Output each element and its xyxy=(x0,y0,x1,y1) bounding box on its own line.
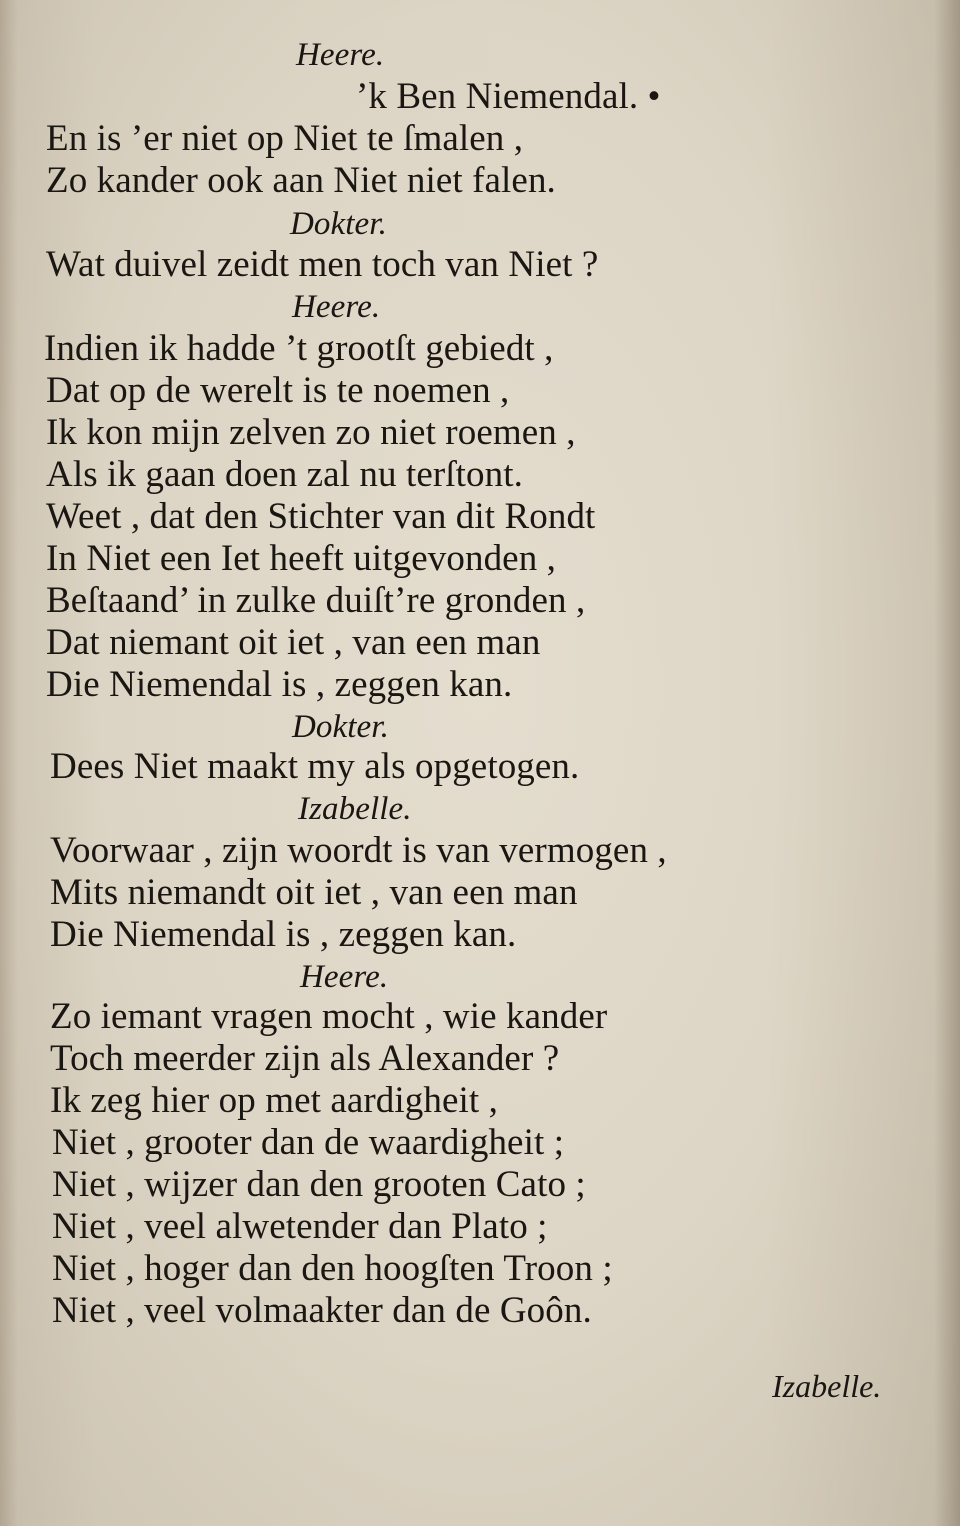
verse-line: Toch meerder zijn als Alexander ? xyxy=(50,1038,560,1079)
verse-line: Die Niemendal is , zeggen kan. xyxy=(46,664,513,705)
verse-line: Dat niemant oit iet , van een man xyxy=(46,622,541,663)
speaker-name: Heere. xyxy=(296,37,385,73)
verse-line: Wat duivel zeidt men toch van Niet ? xyxy=(46,244,599,285)
verse-line: En is ’er niet op Niet te ſmalen , xyxy=(46,118,524,159)
verse-line: Niet , grooter dan de waardigheit ; xyxy=(52,1122,565,1163)
verse-line: Voorwaar , zijn woordt is van vermogen , xyxy=(50,830,667,871)
verse-line: Dees Niet maakt my als opgetogen. xyxy=(50,746,580,787)
verse-line: Ik kon mijn zelven zo niet roemen , xyxy=(46,412,576,453)
page-right-shadow xyxy=(934,0,960,1526)
verse-line: Niet , veel volmaakter dan de Goôn. xyxy=(52,1290,592,1331)
verse-line: Ik zeg hier op met aardigheit , xyxy=(50,1080,498,1121)
verse-line: Indien ik hadde ’t grootſt gebiedt , xyxy=(44,328,554,369)
verse-line: Beſtaand’ in zulke duiſt’re gronden , xyxy=(46,580,586,621)
speaker-name: Heere. xyxy=(300,959,389,995)
verse-line: Dat op de werelt is te noemen , xyxy=(46,370,510,411)
verse-line: ’k Ben Niemendal. • xyxy=(356,76,661,117)
verse-line: Weet , dat den Stichter van dit Rondt xyxy=(46,496,596,537)
speaker-name: Dokter. xyxy=(290,206,387,242)
page-left-shadow xyxy=(0,0,18,1526)
speaker-name: Heere. xyxy=(292,289,381,325)
verse-line: Niet , veel alwetender dan Plato ; xyxy=(52,1206,548,1247)
speaker-name: Izabelle. xyxy=(298,791,412,827)
speaker-name: Dokter. xyxy=(292,709,389,745)
verse-line: In Niet een Iet heeft uitgevonden , xyxy=(46,538,556,579)
verse-line: Zo kander ook aan Niet niet falen. xyxy=(46,160,556,201)
verse-line: Mits niemandt oit iet , van een man xyxy=(50,872,578,913)
verse-line: Als ik gaan doen zal nu terſtont. xyxy=(46,454,523,495)
verse-line: Niet , hoger dan den hoogſten Troon ; xyxy=(52,1248,613,1289)
verse-line: Zo iemant vragen mocht , wie kander xyxy=(50,996,608,1037)
catchword: Izabelle. xyxy=(772,1368,882,1404)
verse-line: Niet , wijzer dan den grooten Cato ; xyxy=(52,1164,586,1205)
verse-line: Die Niemendal is , zeggen kan. xyxy=(50,914,517,955)
